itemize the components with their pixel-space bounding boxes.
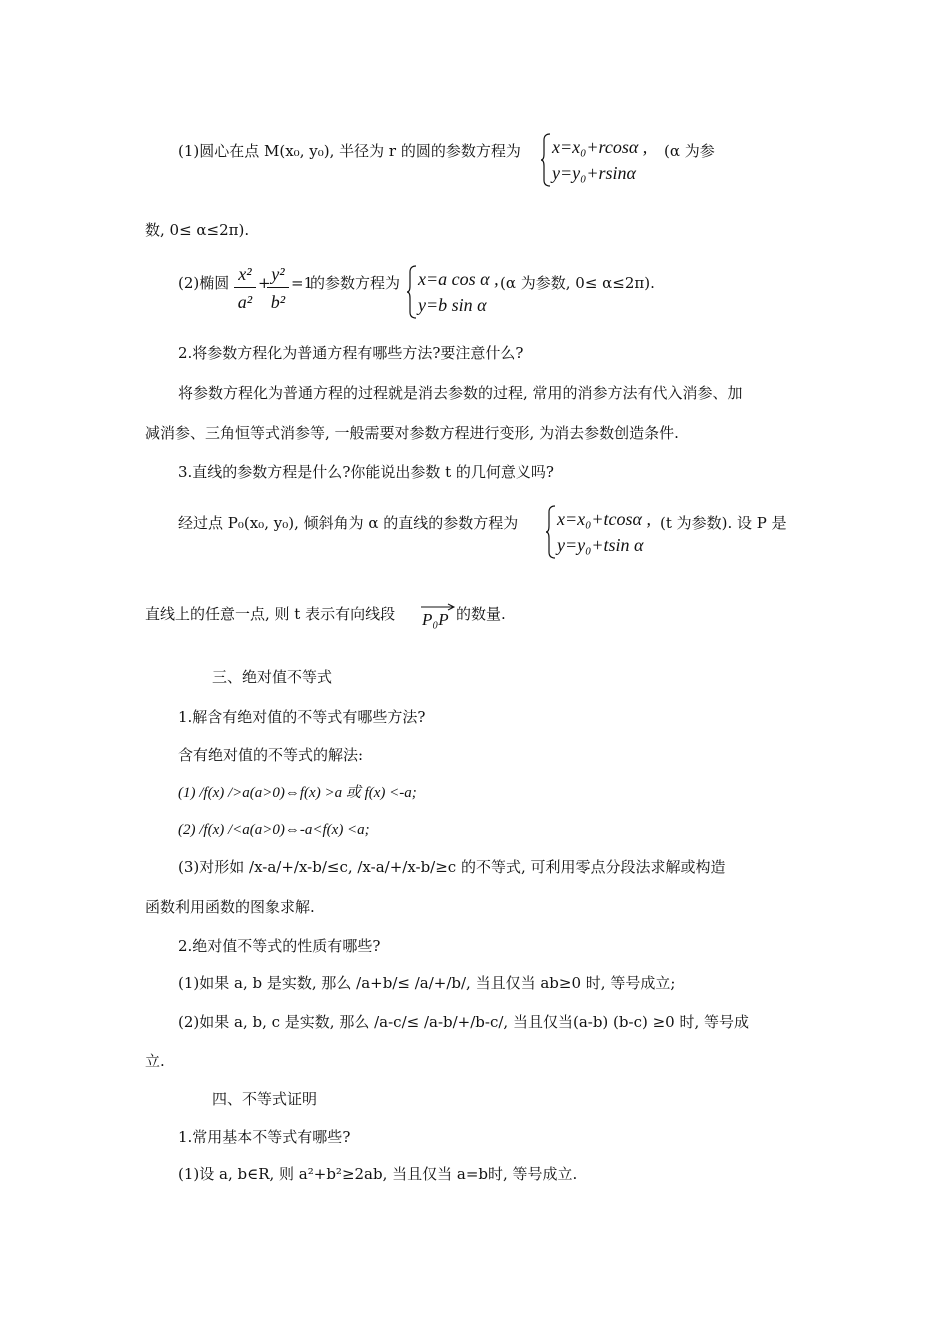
section-3-question-2: 2.绝对值不等式的性质有哪些? xyxy=(178,937,381,955)
ellipse-param-label: 的参数方程为 xyxy=(310,274,401,292)
fraction-numerator: y² xyxy=(271,264,285,284)
section-3-answer-1-item-3: (3)对形如 /x-a/+/x-b/≤c, /x-a/+/x-b/≥c 的不等式, 可利用零点分段法求解或构造 xyxy=(178,858,726,876)
circle-param-note: (α 为参 xyxy=(664,142,715,160)
fraction-bar xyxy=(234,287,256,288)
section-3-answer-2-item-2: (2)如果 a, b, c 是实数, 那么 /a-c/≤ /a-b/+/b-c/, 当且仅当(a-b) (b-c) ≥0 时, 等号成 xyxy=(178,1013,750,1031)
ellipse-x-fraction xyxy=(234,262,256,316)
circle-y-equation: y=y₀+rsinα xyxy=(552,163,636,183)
line-y-equation: y=y₀+tsin α xyxy=(557,535,644,555)
answer-2-line-2: 减消参、三角恒等式消参等, 一般需要对参数方程进行变形, 为消去参数创造条件. xyxy=(145,424,679,442)
fraction-denominator: a² xyxy=(237,292,253,312)
ellipse-x-equation: x=a cos α , xyxy=(418,269,499,289)
ellipse-plus: + xyxy=(258,274,271,292)
question-3: 3.直线的参数方程是什么?你能说出参数 t 的几何意义吗? xyxy=(178,463,554,481)
ellipse-y-equation: y=b sin α xyxy=(418,295,487,315)
brace-icon xyxy=(540,132,552,188)
circle-param-range: 数, 0≤ α≤2π). xyxy=(145,221,250,239)
section-4-title: 四、不等式证明 xyxy=(212,1090,318,1108)
ellipse-y-fraction xyxy=(267,262,289,316)
question-2: 2.将参数方程化为普通方程有哪些方法?要注意什么? xyxy=(178,344,524,362)
answer-2-line-1: 将参数方程化为普通方程的过程就是消去参数的过程, 常用的消参方法有代入消参、加 xyxy=(178,384,743,402)
section-3-answer-2-item-2-cont: 立. xyxy=(145,1052,165,1070)
vector-label: P₀P xyxy=(422,610,449,629)
brace-icon xyxy=(545,504,557,560)
section-3-answer-1-item-1: (1) /f(x) />a(a>0)⇔f(x) >a 或 f(x) <-a; xyxy=(178,785,417,801)
section-3-answer-1: 含有绝对值的不等式的解法: xyxy=(178,746,364,764)
line-param-meaning-end: 的数量. xyxy=(456,605,506,623)
section-3-answer-2-item-1: (1)如果 a, b 是实数, 那么 /a+b/≤ /a/+/b/, 当且仅当 ab≥0 时, 等号成立; xyxy=(178,974,676,992)
section-4-question-1: 1.常用基本不等式有哪些? xyxy=(178,1128,351,1146)
line-param-intro: 经过点 P₀(x₀, y₀), 倾斜角为 α 的直线的参数方程为 xyxy=(178,514,519,532)
brace-icon xyxy=(406,264,418,320)
ellipse-param-note: (α 为参数, 0≤ α≤2π). xyxy=(500,274,655,292)
line-x-equation: x=x₀+tcosα , xyxy=(557,509,651,529)
section-3-question-1: 1.解含有绝对值的不等式有哪些方法? xyxy=(178,708,426,726)
line-param-note: (t 为参数). 设 P 是 xyxy=(660,514,787,532)
line-param-meaning: 直线上的任意一点, 则 t 表示有向线段 xyxy=(145,605,396,623)
section-3-answer-1-item-2: (2) /f(x) /<a(a>0)⇔-a<f(x) <a; xyxy=(178,822,370,838)
ellipse-intro: (2)椭圆 xyxy=(178,274,230,292)
circle-param-intro: (1)圆心在点 M(x₀, y₀), 半径为 r 的圆的参数方程为 xyxy=(178,142,521,160)
fraction-bar xyxy=(267,287,289,288)
ellipse-equals: =1 xyxy=(291,274,314,292)
section-3-title: 三、绝对值不等式 xyxy=(212,668,333,686)
section-4-answer-1-item-1: (1)设 a, b∈R, 则 a²+b²≥2ab, 当且仅当 a=b时, 等号成立. xyxy=(178,1165,578,1183)
fraction-numerator: x² xyxy=(238,264,252,284)
circle-x-equation: x=x₀+rcosα , xyxy=(552,137,648,157)
fraction-denominator: b² xyxy=(270,292,286,312)
vector-p0p xyxy=(420,600,456,634)
section-3-answer-1-item-3-cont: 函数利用函数的图象求解. xyxy=(145,898,315,916)
